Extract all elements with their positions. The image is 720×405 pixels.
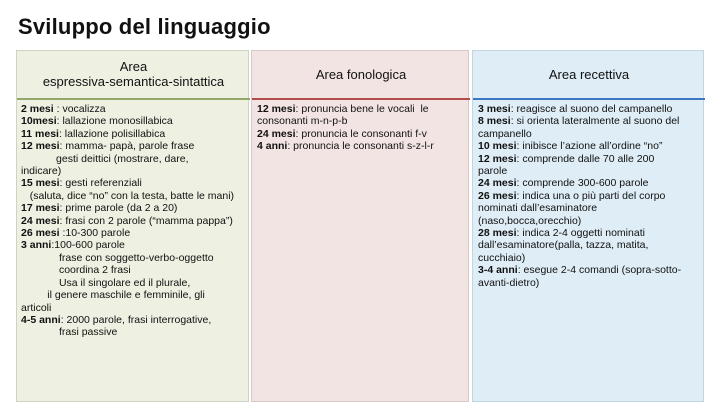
text-line xyxy=(21,202,248,214)
text-line: consonanti m-n-p-b xyxy=(257,115,348,128)
line-text: : lallazione monosillabica xyxy=(56,115,173,128)
heading-line: Area fonologica xyxy=(315,66,407,82)
text-line xyxy=(21,215,248,227)
text-line: avanti-dietro) xyxy=(478,276,540,289)
age-label: 12 mesi xyxy=(21,140,60,153)
text-line: gesti deittici (mostrare, dare, xyxy=(21,152,189,165)
line-text: : gesti referenziali xyxy=(59,177,142,190)
line-text: : indica una o più parti del corpo xyxy=(516,189,666,202)
age-label: 24 mesi xyxy=(257,127,296,140)
age-label: 24 mesi xyxy=(21,214,60,227)
text-line: campanello xyxy=(478,127,532,140)
text-line xyxy=(478,177,702,189)
age-label: 12 mesi xyxy=(478,152,517,165)
text-line: cucchiaio) xyxy=(478,251,526,264)
line-text: : pronuncia le consonanti s-z-l-r xyxy=(287,140,434,153)
text-line: articoli xyxy=(21,301,52,314)
text-line xyxy=(21,314,248,326)
text-line xyxy=(21,177,248,189)
text-line xyxy=(21,140,248,152)
line-text: : esegue 2-4 comandi (sopra-sotto- xyxy=(517,264,682,277)
text-line xyxy=(21,115,248,127)
text-line xyxy=(478,115,702,127)
text-line: il genere maschile e femminile, gli xyxy=(21,289,205,302)
age-label: 3-4 anni xyxy=(478,264,518,277)
line-text: : prime parole (da 2 a 20) xyxy=(59,202,178,215)
age-label: 2 mesi xyxy=(21,103,54,115)
line-text: : frasi con 2 parole (“mamma pappa”) xyxy=(59,214,233,227)
column-body-fonologica xyxy=(257,103,467,153)
text-line: frase con soggetto-verbo-oggetto xyxy=(21,251,214,264)
text-line xyxy=(478,140,702,152)
age-label: 4-5 anni xyxy=(21,313,61,326)
line-text: : lallazione polisillabica xyxy=(58,127,166,140)
line-text: : inibisce l’azione all’ordine “no” xyxy=(516,140,663,153)
text-line: frasi passive xyxy=(21,326,118,339)
text-line: nominati dall’esaminatore xyxy=(478,202,598,215)
line-text: :100-600 parole xyxy=(51,239,125,252)
line-text: : vocalizza xyxy=(53,103,106,115)
text-line: (naso,bocca,orecchio) xyxy=(478,214,582,227)
line-text: : reagisce al suono del campanello xyxy=(510,103,673,115)
text-line: indicare) xyxy=(21,165,62,178)
age-label: 17 mesi xyxy=(21,202,60,215)
text-line xyxy=(257,128,467,140)
heading-line: Area recettiva xyxy=(548,66,630,82)
column-body-espressiva xyxy=(21,103,248,339)
text-line xyxy=(21,128,248,140)
line-text: : pronuncia le consonanti f-v xyxy=(295,127,427,140)
line-text: : comprende dalle 70 alle 200 xyxy=(516,152,655,165)
text-line: dall’esaminatore(palla, tazza, matita, xyxy=(478,239,649,252)
text-line xyxy=(478,153,702,165)
age-label: 3 anni xyxy=(21,239,52,252)
column-heading-espressiva xyxy=(17,51,250,97)
text-line xyxy=(21,227,248,239)
column-espressiva xyxy=(16,50,249,402)
text-line: parole xyxy=(478,165,508,178)
text-line xyxy=(478,190,702,202)
line-text: :10-300 parole xyxy=(59,227,131,240)
text-line xyxy=(21,103,248,115)
heading-line: espressiva-semantica-sintattica xyxy=(42,74,225,89)
column-fonologica xyxy=(251,50,469,402)
age-label: 26 mesi xyxy=(21,227,60,240)
line-text: : pronuncia bene le vocali le xyxy=(295,103,429,115)
text-line xyxy=(478,227,702,239)
age-label: 8 mesi xyxy=(478,115,511,128)
age-label: 15 mesi xyxy=(21,177,60,190)
page-title: Sviluppo del linguaggio xyxy=(18,14,271,39)
text-line xyxy=(257,140,467,152)
line-text: : mamma- papà, parole frase xyxy=(59,140,195,153)
column-body-recettiva xyxy=(478,103,702,289)
column-heading-fonologica xyxy=(252,51,470,97)
text-line xyxy=(21,239,248,251)
line-text: : indica 2-4 oggetti nominati xyxy=(516,227,645,240)
column-recettiva xyxy=(472,50,704,402)
age-label: 28 mesi xyxy=(478,227,517,240)
line-text: : comprende 300-600 parole xyxy=(516,177,649,190)
age-label: 24 mesi xyxy=(478,177,517,190)
text-line xyxy=(478,103,702,115)
text-line xyxy=(478,264,702,276)
line-text: : si orienta lateralmente al suono del xyxy=(510,115,680,128)
text-line: (saluta, dice “no” con la testa, batte le mani) xyxy=(21,189,235,202)
text-line xyxy=(257,103,467,115)
column-heading-recettiva xyxy=(473,51,705,97)
age-label: 10mesi xyxy=(21,115,57,128)
age-label: 4 anni xyxy=(257,140,288,153)
age-label: 3 mesi xyxy=(478,103,511,115)
age-label: 11 mesi xyxy=(21,127,59,140)
heading-line: Area xyxy=(119,59,148,74)
line-text: : 2000 parole, frasi interrogative, xyxy=(60,313,212,326)
text-line: coordina 2 frasi xyxy=(21,264,131,277)
age-label: 12 mesi xyxy=(257,103,296,115)
age-label: 10 mesi xyxy=(478,140,517,153)
text-line: Usa il singolare ed il plurale, xyxy=(21,276,191,289)
age-label: 26 mesi xyxy=(478,189,517,202)
